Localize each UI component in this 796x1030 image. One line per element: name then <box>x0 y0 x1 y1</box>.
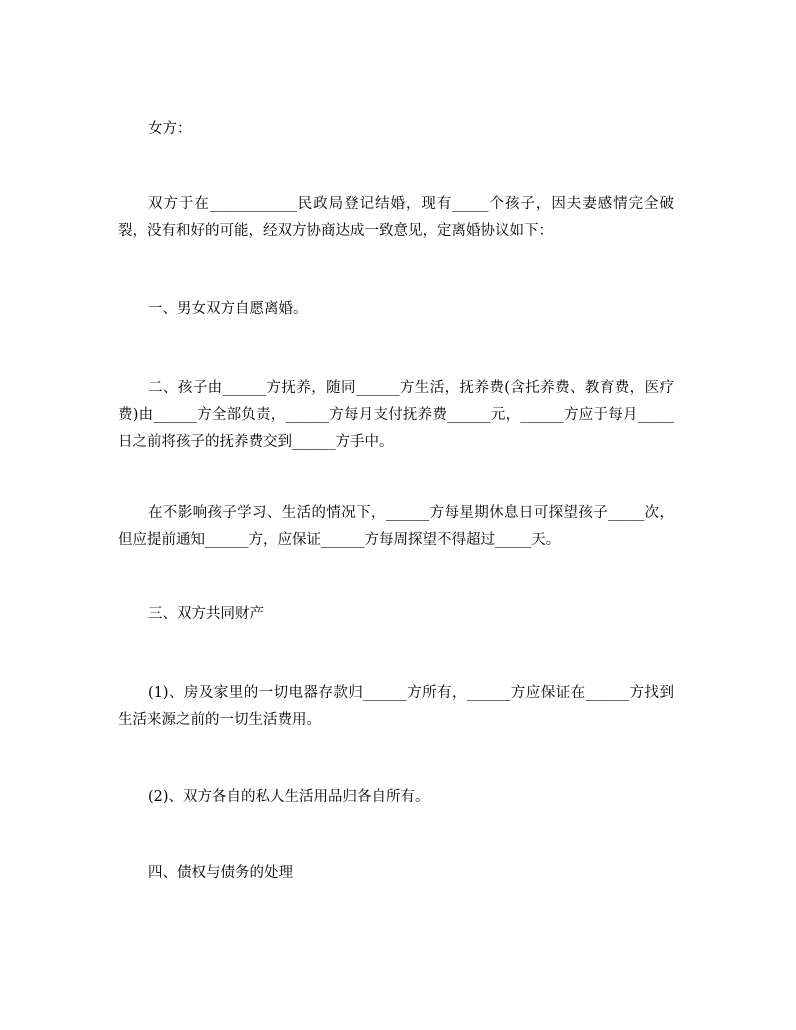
property-subclause-1: (1)、房及家里的一切电器存款归______方所有，______方应保证在______方找到生活来源之前的一切生活费用。 <box>118 685 674 728</box>
intro-paragraph: 双方于在____________民政局登记结婚，现有_____个孩子，因夫妻感情完全破裂，没有和好的可能，经双方协商达成一致意见，定离婚协议如下： <box>118 196 674 239</box>
clause-4-debts-heading: 四、债权与债务的处理 <box>148 865 293 881</box>
clause-2-child-custody: 二、孩子由______方抚养，随同______方生活，抚养费(含托养费、教育费，医疗费)由______方全部负责，______方每月支付抚养费______元，______方应于每月_____日之前将孩子的抚养费交到______方手中。 <box>118 380 674 450</box>
visitation-paragraph: 在不影响孩子学习、生活的情况下，______方每星期休息日可探望孩子_____次，但应提前通知______方，应保证______方每周探望不得超过_____天。 <box>118 505 674 548</box>
property-subclause-2: (2)、双方各自的私人生活用品归各自所有。 <box>148 789 430 805</box>
clause-1-voluntary-divorce: 一、男女双方自愿离婚。 <box>148 301 308 317</box>
clause-3-joint-property-heading: 三、双方共同财产 <box>148 606 264 622</box>
female-party-label: 女方： <box>148 121 192 137</box>
